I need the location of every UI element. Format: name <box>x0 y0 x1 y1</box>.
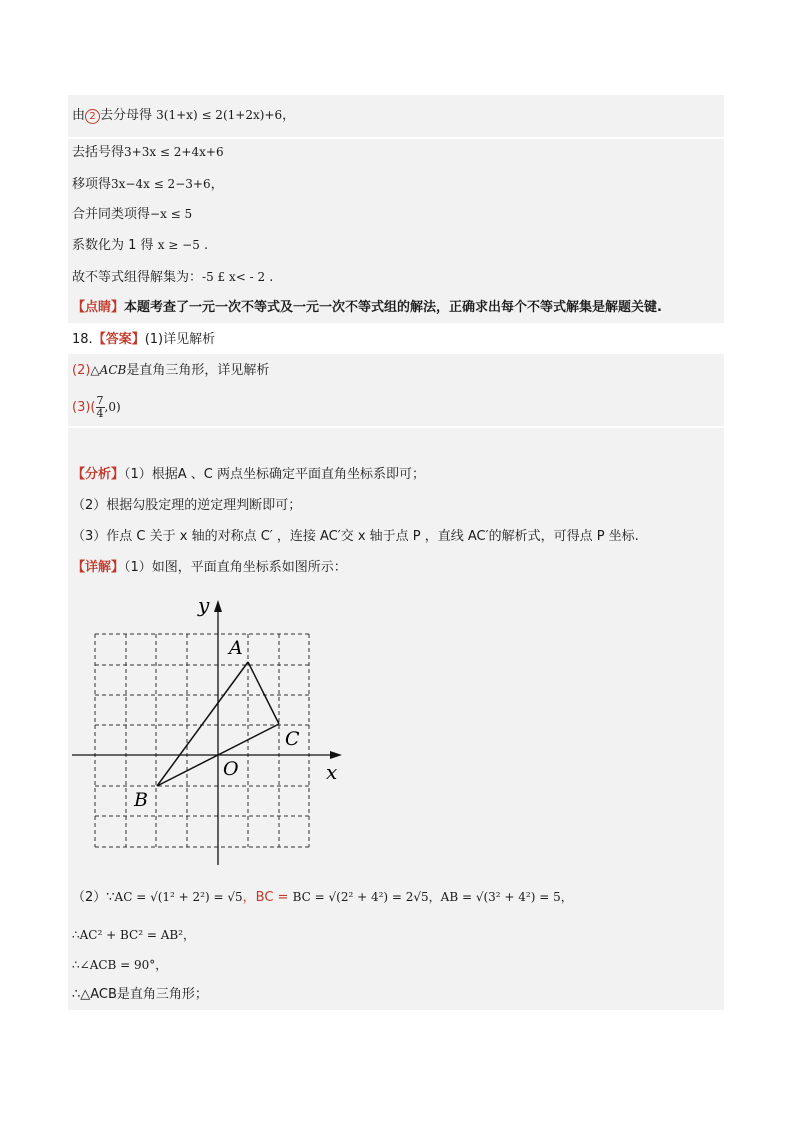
label-c: C <box>285 728 300 750</box>
comment: 【点睛】本题考查了一元一次不等式及一元一次不等式组的解法，正确求出每个不等式解集是解题关键. <box>72 300 662 315</box>
highlight-band-2 <box>68 139 724 323</box>
dashed-grid <box>95 634 309 847</box>
axes <box>72 600 342 865</box>
answer-18-part3: (3)( $\frac{7}{4}$ ,0) <box>72 394 121 420</box>
label-a: A <box>229 637 243 659</box>
conclusion-1: ∴AC² + BC² = AB²， <box>72 928 195 942</box>
answer-18: 18.【答案】(1)详见解析 <box>72 332 216 347</box>
answer-18-part2: (2)△ACB是直角三角形，详见解析 <box>72 363 270 378</box>
solution-set: 故不等式组得解集为：-5 £ x< - 2 . <box>72 270 274 285</box>
label-x: x <box>326 760 338 784</box>
conclusion-3: ∴△ACB是直角三角形； <box>72 987 208 1002</box>
coordinate-figure <box>68 590 358 875</box>
label-b: B <box>134 789 148 811</box>
calc-sides: （2）∵AC = √(1² + 2²) = √5，BC = BC = √(2² + 4²) = 2√5，AB = √(3² + 4²) = 5， <box>72 890 573 905</box>
conclusion-2: ∴∠ACB = 90°， <box>72 958 168 972</box>
label-y: y <box>198 593 210 617</box>
label-o: O <box>223 758 239 780</box>
step-expand: 去括号得3+3x ≤ 2+4x+6 <box>72 145 224 160</box>
analysis-1: 【分析】（1）根据A 、C 两点坐标确定平面直角坐标系即可； <box>72 467 426 482</box>
step-transpose: 移项得3x−4x ≤ 2−3+6， <box>72 177 224 192</box>
analysis-3: （3）作点 C 关于 x 轴的对称点 C′ ，连接 AC′交 x 轴于点 P ，直线 AC′的解析式，可得点 P 坐标. <box>72 529 639 544</box>
analysis-2: （2）根据勾股定理的逆定理判断即可； <box>72 498 302 513</box>
step-coefficient: 系数化为 1 得 x ≥ −5 . <box>72 238 209 253</box>
step-combine: 合并同类项得−x ≤ 5 <box>72 207 193 222</box>
detail-1: 【详解】（1）如图，平面直角坐标系如图所示： <box>72 560 347 575</box>
step-remove-denominator: 由 2 去分母得 3(1+x) ≤ 2(1+2x)+6， <box>72 108 296 123</box>
